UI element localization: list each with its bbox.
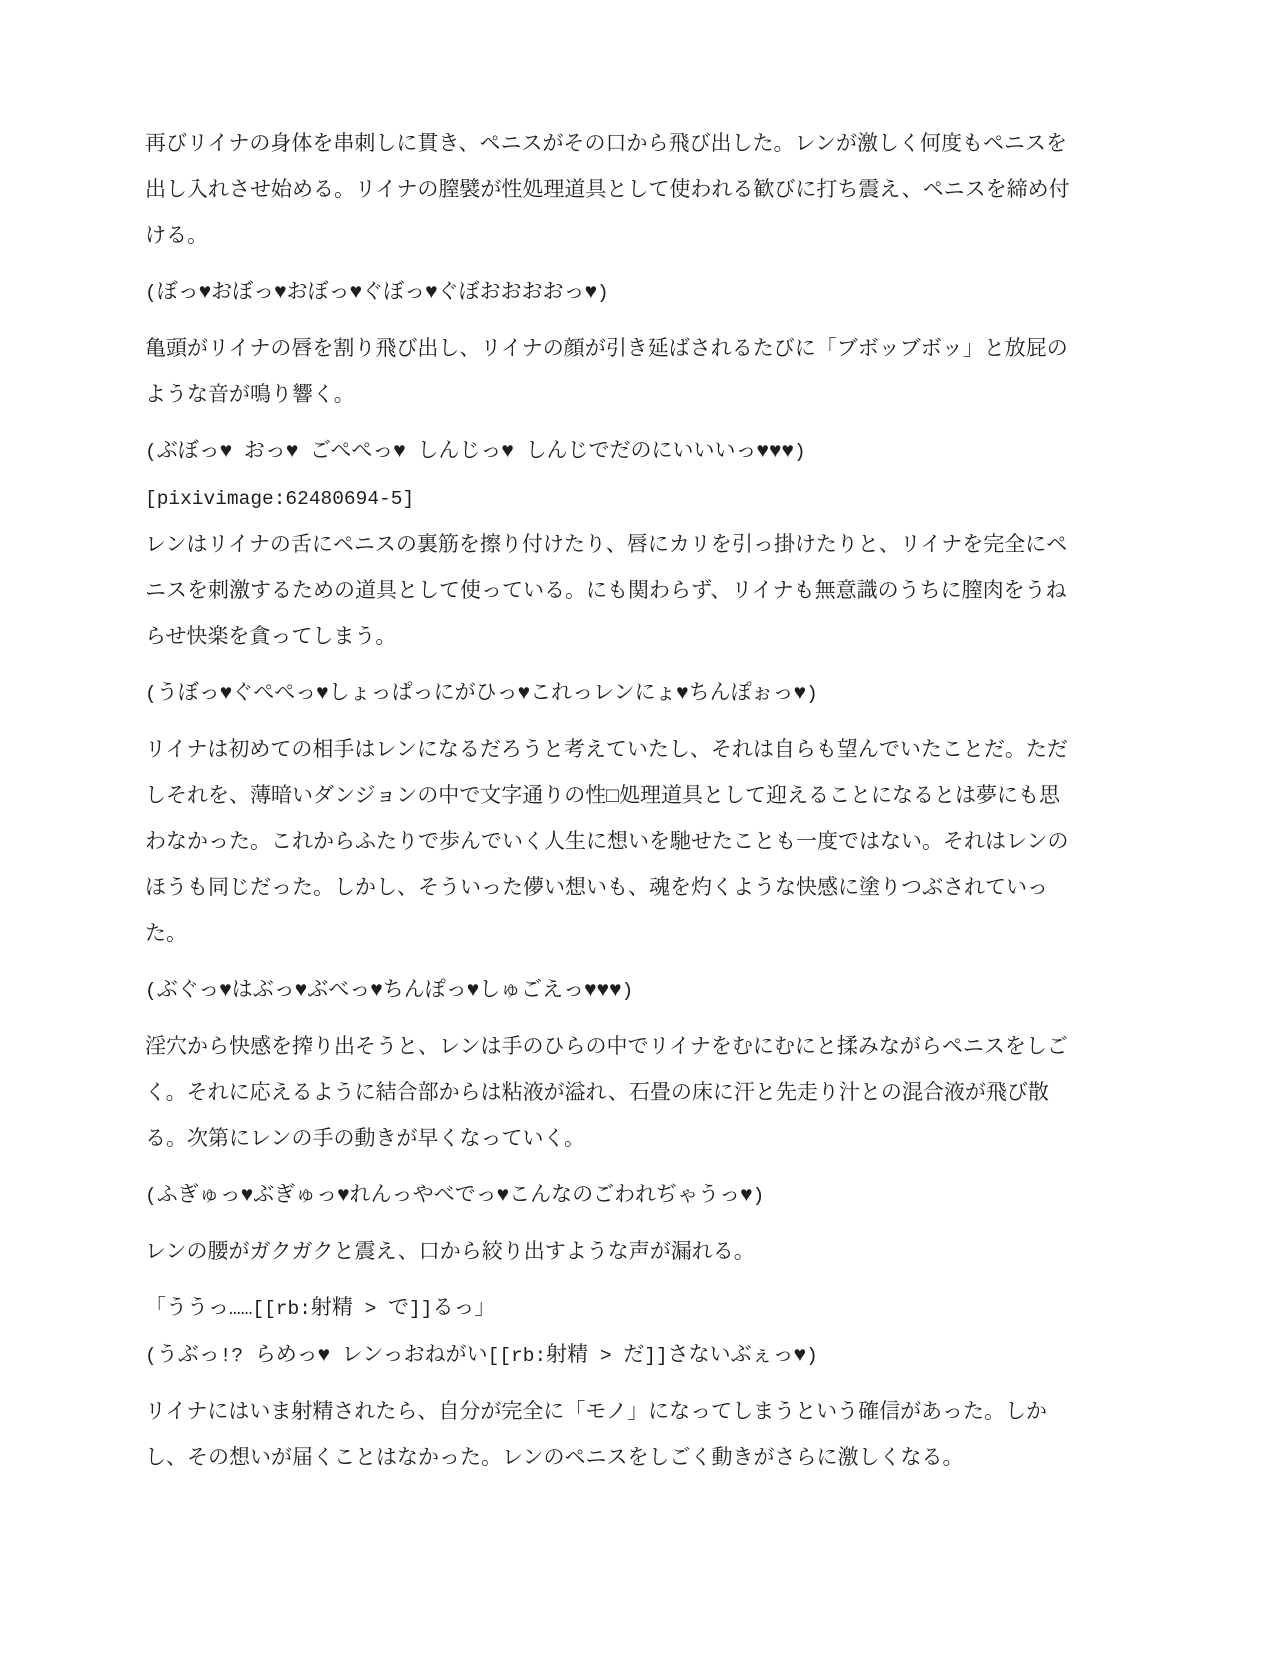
- text-line: 淫穴から快感を搾り出そうと、レンは手のひらの中でリイナをむにむにと揉みながらペニスをしごく。それに応えるように結合部からは粘液が溢れ、石畳の床に汗と先走り汁との混合液が飛び散る。次第にレンの手の動きが早くなっていく。: [145, 1035, 1068, 1150]
- ascii-text-segment: [330, 1345, 342, 1367]
- ascii-text-segment: [[rb:: [487, 1345, 547, 1367]
- document-body: [145, 121, 1070, 1481]
- ascii-text-segment: [298, 441, 310, 463]
- ascii-text-segment: ): [806, 1345, 818, 1367]
- text-block: [145, 428, 1070, 660]
- text-line: [145, 475, 1070, 522]
- text-block: [145, 269, 1070, 316]
- ascii-text-segment: (: [145, 683, 157, 705]
- ascii-text-segment: (: [145, 980, 157, 1002]
- ascii-text-segment: ]]: [409, 1298, 433, 1320]
- text-line: (ぶぐっ♥はぶっ♥ぶべっ♥ちんぽっ♥しゅごえっ♥♥♥): [145, 978, 634, 1002]
- text-block: [145, 1389, 1070, 1481]
- ascii-text-segment: >: [588, 1345, 624, 1367]
- text-line: リイナにはいま射精されたら、自分が完全に「モノ」になってしまうという確信があった。しかし、その想いが届くことはなかった。レンのペニスをしごく動きがさらに激しくなる。: [145, 1400, 1047, 1469]
- ascii-text-segment: ): [597, 282, 609, 304]
- text-line: レンの腰がガクガクと震え、口から絞り出すような声が漏れる。: [145, 1240, 755, 1263]
- text-line: 「ううっ……[[rb:射精 > で]]るっ」: [145, 1296, 496, 1320]
- text-block: [145, 121, 1070, 259]
- text-block: [145, 967, 1070, 1014]
- ascii-text-segment: >: [352, 1298, 389, 1320]
- text-line: (うぼっ♥ぐぺぺっ♥しょっぱっにがひっ♥これっレンにょ♥ちんぽぉっ♥): [145, 681, 818, 705]
- text-line: (ふぎゅっ♥ぶぎゅっ♥れんっやべでっ♥こんなのごわれぢゃうっ♥): [145, 1183, 765, 1207]
- text-line: リイナは初めての相手はレンになるだろうと考えていたし、それは自らも望んでいたことだ。ただしそれを、薄暗いダンジョンの中で文字通りの性□処理道具として迎えることになるとは夢にも思わなかった。これからふたりで歩んでいく人生に想いを馳せたことも一度ではない。それはレンのほうも同じだった。しかし、そういった儚い想いも、魂を灼くような快感に塗りつぶされていった。: [145, 738, 1069, 945]
- text-line: (うぶっ!? らめっ♥ レンっおねがい[[rb:射精 > だ]]さないぶぇっ♥): [145, 1343, 818, 1367]
- text-block: [145, 727, 1070, 957]
- text-block: [145, 1229, 1070, 1275]
- ascii-text-segment: [406, 441, 418, 463]
- ascii-text-segment: [232, 441, 244, 463]
- text-block: [145, 1285, 1070, 1379]
- ascii-text-segment: ……[[rb:: [229, 1298, 311, 1320]
- ascii-text-segment: ): [793, 441, 806, 463]
- ascii-text-segment: (: [145, 282, 157, 304]
- ascii-text-segment: (: [145, 1345, 157, 1367]
- ascii-text-segment: (: [145, 441, 157, 463]
- ascii-text-segment: ): [806, 683, 818, 705]
- text-line: 再びリイナの身体を串刺しに貫き、ペニスがその口から飛び出した。レンが激しく何度もペニスを出し入れさせ始める。リイナの膣襞が性処理道具として使われる歓びに打ち震え、ペニスを締め付ける。: [145, 132, 1070, 247]
- ascii-text-segment: ): [752, 1185, 765, 1207]
- text-block: [145, 670, 1070, 717]
- text-line: (ぶぼっ♥ おっ♥ ごぺぺっ♥ しんじっ♥ しんじでだのにいいいっ♥♥♥): [145, 439, 806, 463]
- text-block: [145, 326, 1070, 418]
- ascii-text-segment: ): [621, 980, 634, 1002]
- text-line: 亀頭がリイナの唇を割り飛び出し、リイナの顔が引き延ばされるたびに「ブボッブボッ」と放屁のような音が鳴り響く。: [145, 337, 1068, 406]
- text-line: (ぼっ♥おぼっ♥おぼっ♥ぐぼっ♥ぐぼおおおおっ♥): [145, 280, 609, 304]
- text-block: [145, 1172, 1070, 1219]
- text-block: [145, 1024, 1070, 1162]
- ascii-text-segment: ]]: [644, 1345, 668, 1367]
- ascii-text-segment: (: [145, 1185, 157, 1207]
- text-line: レンはリイナの舌にペニスの裏筋を擦り付けたり、唇にカリを引っ掛けたりと、リイナを完全にペニスを刺激するための道具として使っている。にも関わらず、リイナも無意識のうちに膣肉をうねらせ快楽を貪ってしまう。: [145, 533, 1068, 648]
- ascii-text-segment: [514, 441, 526, 463]
- ascii-text-segment: [pixivimage:62480694-5]: [145, 488, 415, 510]
- ascii-text-segment: !?: [219, 1345, 255, 1367]
